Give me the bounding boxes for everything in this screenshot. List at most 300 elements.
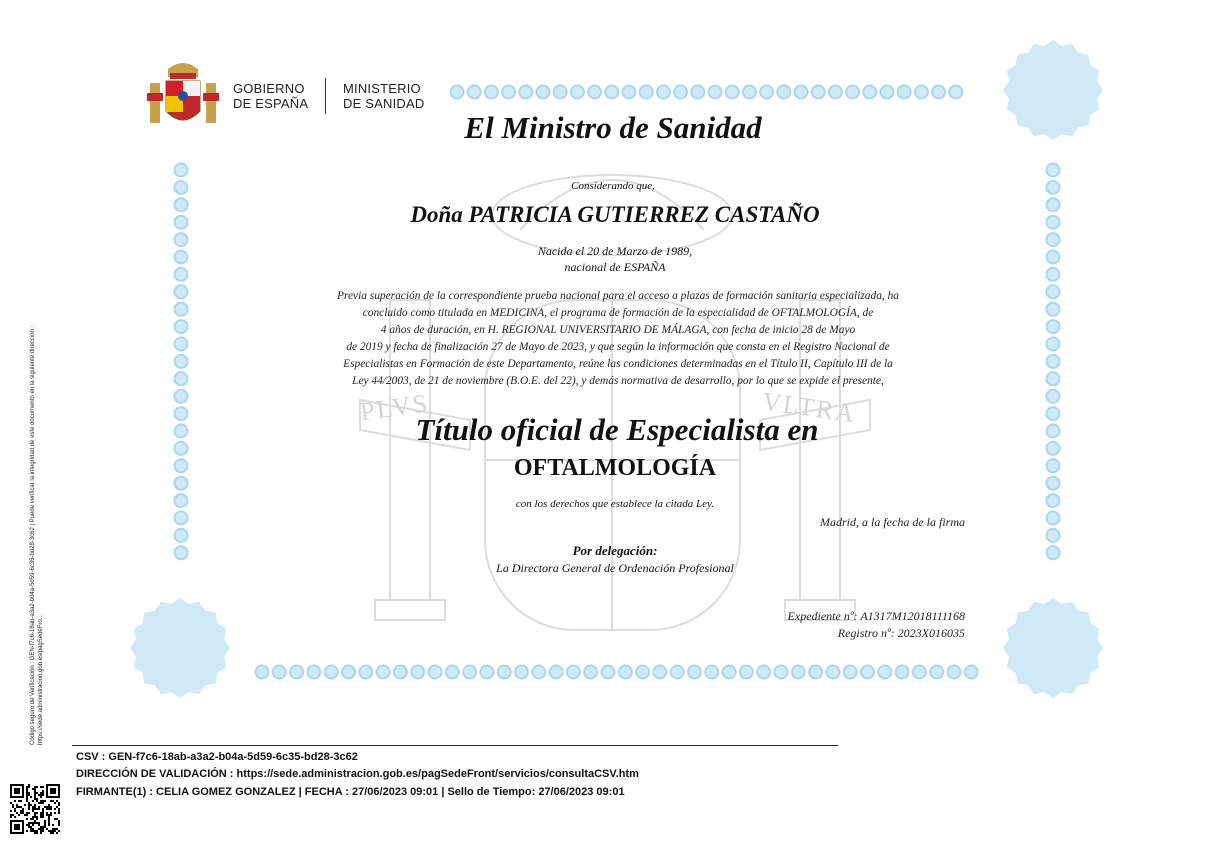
border-dot	[605, 86, 618, 99]
qr-module	[26, 794, 28, 796]
border-dot	[1047, 164, 1060, 177]
qr-module	[30, 818, 32, 820]
qr-module	[52, 824, 54, 826]
qr-module	[56, 800, 58, 802]
qr-module	[54, 818, 56, 820]
qr-module	[34, 788, 36, 790]
border-dot	[915, 86, 928, 99]
footer-validation-url: DIRECCIÓN DE VALIDACIÓN : https://sede.administracion.gob.es/pagSedeFront/servicios/consultaCSV.htm	[76, 768, 639, 780]
qr-module	[32, 808, 34, 810]
qr-module	[26, 786, 28, 788]
expediente-number: Expediente nº: A1317M12018111168	[787, 609, 965, 623]
qr-module	[40, 828, 42, 830]
place-date: Madrid, a la fecha de la firma	[820, 515, 965, 529]
qr-module	[32, 824, 34, 826]
qr-module	[26, 818, 28, 820]
qr-module	[28, 822, 30, 824]
qr-module	[52, 828, 54, 830]
border-dot	[881, 86, 894, 99]
qr-module	[56, 806, 58, 808]
footer-csv: CSV : GEN-f7c6-18ab-a3a2-b04a-5d59-6c35-bd28-3c62	[76, 751, 358, 763]
qr-module	[28, 808, 30, 810]
qr-module	[58, 804, 60, 806]
qr-module	[26, 788, 28, 790]
qr-module	[42, 812, 44, 814]
registro-number: Registro nº: 2023X016035	[837, 626, 965, 640]
qr-module	[42, 816, 44, 818]
qr-module	[50, 814, 52, 816]
border-dot	[325, 666, 338, 679]
qr-module	[34, 806, 36, 808]
qr-finder	[14, 824, 20, 830]
ministry-label	[343, 81, 424, 111]
border-dot	[307, 666, 320, 679]
qr-module	[56, 828, 58, 830]
qr-module	[34, 790, 36, 792]
qr-module	[40, 800, 42, 802]
border-dot	[1047, 390, 1060, 403]
qr-module	[54, 802, 56, 804]
qr-module	[32, 806, 34, 808]
qr-module	[36, 830, 38, 832]
seal-rosette-icon	[1003, 598, 1103, 698]
qr-module	[42, 810, 44, 812]
border-dot	[965, 666, 978, 679]
qr-module	[38, 808, 40, 810]
qr-module	[42, 826, 44, 828]
qr-module	[12, 804, 14, 806]
qr-module	[36, 800, 38, 802]
qr-module	[18, 806, 20, 808]
border-dot	[1047, 303, 1060, 316]
border-dot	[723, 666, 736, 679]
qr-module	[40, 812, 42, 814]
qr-module	[48, 830, 50, 832]
border-dot	[846, 86, 859, 99]
border-dot	[498, 666, 511, 679]
qr-module	[18, 814, 20, 816]
border-dot	[554, 86, 567, 99]
qr-module	[58, 830, 60, 832]
border-dot	[709, 86, 722, 99]
rights-text: con los derechos que establece la citada Ley.	[515, 498, 715, 510]
qr-module	[50, 830, 52, 832]
qr-module	[10, 810, 12, 812]
border-dot	[757, 666, 770, 679]
qr-module	[48, 820, 50, 822]
qr-module	[34, 786, 36, 788]
border-dot	[175, 372, 188, 385]
qr-module	[26, 814, 28, 816]
border-dot	[688, 666, 701, 679]
qr-module	[32, 800, 34, 802]
qr-module	[42, 792, 44, 794]
qr-module	[20, 800, 22, 802]
qr-module	[18, 800, 20, 802]
qr-module	[20, 812, 22, 814]
border-dot	[256, 666, 269, 679]
border-dot	[377, 666, 390, 679]
qr-module	[36, 786, 38, 788]
border-dot	[446, 666, 459, 679]
border-dot	[826, 666, 839, 679]
qr-module	[28, 802, 30, 804]
qr-module	[40, 816, 42, 818]
border-dot	[674, 86, 687, 99]
border-dot	[930, 666, 943, 679]
qr-module	[34, 820, 36, 822]
qr-finder	[14, 788, 20, 794]
border-dot	[1047, 529, 1060, 542]
qr-module	[32, 810, 34, 812]
border-dot	[175, 338, 188, 351]
qr-module	[48, 804, 50, 806]
qr-module	[36, 832, 38, 834]
qr-module	[26, 792, 28, 794]
border-dot	[485, 86, 498, 99]
qr-module	[28, 804, 30, 806]
border-dot	[290, 666, 303, 679]
qr-module	[36, 812, 38, 814]
qr-module	[48, 822, 50, 824]
border-dot	[1047, 320, 1060, 333]
border-dot	[932, 86, 945, 99]
qr-module	[42, 790, 44, 792]
border-dot	[636, 666, 649, 679]
qr-module	[58, 808, 60, 810]
qr-module	[34, 794, 36, 796]
border-dot	[342, 666, 355, 679]
border-dot	[653, 666, 666, 679]
qr-module	[40, 830, 42, 832]
qr-module	[16, 806, 18, 808]
government-line-2: DE ESPAÑA	[233, 96, 309, 111]
border-dot	[515, 666, 528, 679]
qr-module	[42, 786, 44, 788]
qr-module	[22, 810, 24, 812]
border-dot	[359, 666, 372, 679]
qr-module	[14, 810, 16, 812]
border-dot	[671, 666, 684, 679]
border-dot	[619, 666, 632, 679]
border-dot	[777, 86, 790, 99]
border-dot	[480, 666, 493, 679]
qr-module	[32, 788, 34, 790]
qr-module	[42, 808, 44, 810]
border-dot	[878, 666, 891, 679]
birth-line-2: nacional de ESPAÑA	[564, 260, 666, 274]
qr-module	[32, 830, 34, 832]
qr-module	[10, 816, 12, 818]
qr-module	[44, 826, 46, 828]
qr-module	[42, 828, 44, 830]
qr-module	[28, 794, 30, 796]
qr-module	[42, 814, 44, 816]
qr-module	[26, 796, 28, 798]
border-dot	[792, 666, 805, 679]
border-dot	[640, 86, 653, 99]
border-dot	[175, 512, 188, 525]
qr-module	[38, 824, 40, 826]
qr-module	[28, 806, 30, 808]
border-dot	[863, 86, 876, 99]
border-dot	[948, 666, 961, 679]
qr-module	[28, 824, 30, 826]
qr-module	[46, 814, 48, 816]
qr-module	[12, 814, 14, 816]
qr-module	[26, 812, 28, 814]
watermark-motto-right: VLTRA	[760, 386, 858, 429]
border-dot	[567, 666, 580, 679]
border-dot	[429, 666, 442, 679]
watermark-motto-left: PLVS	[358, 388, 431, 427]
qr-module	[14, 808, 16, 810]
qr-module	[38, 794, 40, 796]
border-dot	[463, 666, 476, 679]
qr-module	[52, 830, 54, 832]
qr-module	[10, 814, 12, 816]
qr-module	[30, 830, 32, 832]
degree-title: Título oficial de Especialista en	[415, 412, 819, 447]
border-dot	[812, 86, 825, 99]
ministry-line-1: MINISTERIO	[343, 81, 421, 96]
qr-module	[34, 792, 36, 794]
qr-module	[26, 800, 28, 802]
qr-module	[38, 822, 40, 824]
border-dot	[623, 86, 636, 99]
qr-module	[44, 822, 46, 824]
qr-module	[34, 822, 36, 824]
qr-module	[10, 802, 12, 804]
qr-code-icon	[10, 784, 60, 834]
qr-module	[58, 812, 60, 814]
border-dot	[175, 285, 188, 298]
paragraph-line: de 2019 y fecha de finalización 27 de Mayo de 2023, y que según la información que consta en el Registro Nacional de	[346, 341, 890, 353]
qr-module	[44, 800, 46, 802]
qr-module	[14, 800, 16, 802]
qr-module	[36, 822, 38, 824]
qr-module	[48, 814, 50, 816]
border-dot	[571, 86, 584, 99]
qr-module	[56, 818, 58, 820]
qr-module	[26, 790, 28, 792]
qr-module	[32, 818, 34, 820]
qr-module	[38, 806, 40, 808]
qr-module	[58, 810, 60, 812]
qr-module	[12, 806, 14, 808]
qr-module	[20, 806, 22, 808]
qr-module	[48, 806, 50, 808]
qr-module	[34, 830, 36, 832]
qr-module	[50, 832, 52, 834]
qr-module	[48, 818, 50, 820]
qr-module	[40, 826, 42, 828]
border-dot	[1047, 338, 1060, 351]
border-dot	[896, 666, 909, 679]
qr-module	[40, 814, 42, 816]
qr-module	[22, 812, 24, 814]
qr-module	[58, 802, 60, 804]
border-dot	[795, 86, 808, 99]
qr-module	[30, 822, 32, 824]
qr-module	[36, 792, 38, 794]
border-dot	[537, 86, 550, 99]
qr-module	[32, 816, 34, 818]
qr-module	[40, 802, 42, 804]
qr-module	[24, 804, 26, 806]
border-dot	[532, 666, 545, 679]
qr-module	[34, 804, 36, 806]
border-dot	[740, 666, 753, 679]
border-dot	[809, 666, 822, 679]
border-dot	[468, 86, 481, 99]
header-divider	[325, 78, 326, 114]
qr-module	[40, 792, 42, 794]
qr-module	[26, 824, 28, 826]
qr-module	[42, 800, 44, 802]
qr-module	[42, 830, 44, 832]
qr-module	[58, 820, 60, 822]
border-dot	[760, 86, 773, 99]
footer-divider	[72, 745, 838, 746]
qr-module	[42, 794, 44, 796]
qr-module	[30, 796, 32, 798]
qr-module	[52, 832, 54, 834]
qr-module	[54, 812, 56, 814]
border-dot	[844, 666, 857, 679]
border-dot	[726, 86, 739, 99]
border-dot	[949, 86, 962, 99]
border-dot	[175, 303, 188, 316]
qr-module	[36, 818, 38, 820]
border-dot	[861, 666, 874, 679]
border-dot	[1047, 285, 1060, 298]
border-dot	[175, 355, 188, 368]
qr-module	[36, 798, 38, 800]
qr-module	[16, 804, 18, 806]
qr-module	[38, 802, 40, 804]
qr-module	[54, 808, 56, 810]
qr-module	[28, 826, 30, 828]
qr-module	[44, 806, 46, 808]
qr-module	[50, 806, 52, 808]
footer-signer: FIRMANTE(1) : CELIA GOMEZ GONZALEZ | FECHA : 27/06/2023 09:01 | Sello de Tiempo: 27/06/2023 09:01	[76, 786, 625, 798]
qr-module	[22, 808, 24, 810]
qr-module	[32, 828, 34, 830]
qr-module	[34, 816, 36, 818]
qr-module	[34, 814, 36, 816]
border-dot	[550, 666, 563, 679]
qr-module	[44, 820, 46, 822]
qr-module	[46, 808, 48, 810]
verification-side-url: https://sede.administracion.gob.es/pagSedeFro...	[38, 614, 44, 745]
qr-module	[40, 832, 42, 834]
qr-module	[34, 798, 36, 800]
border-dot	[175, 529, 188, 542]
specialty-name: OFTALMOLOGÍA	[513, 455, 717, 481]
border-dot	[451, 86, 464, 99]
considering-text: Considerando que,	[571, 180, 655, 192]
qr-module	[16, 812, 18, 814]
qr-module	[28, 786, 30, 788]
qr-module	[32, 822, 34, 824]
qr-finder	[50, 788, 56, 794]
border-dot	[705, 666, 718, 679]
border-dot	[175, 390, 188, 403]
border-dot	[602, 666, 615, 679]
border-dot	[411, 666, 424, 679]
recipient-name: Doña PATRICIA GUTIERREZ CASTAÑO	[410, 202, 820, 227]
qr-module	[28, 792, 30, 794]
border-dot	[175, 164, 188, 177]
qr-module	[48, 824, 50, 826]
paragraph-line: Previa superación de la correspondiente prueba nacional para el acceso a plazas de formación sanitaria especializada, ha	[337, 290, 899, 302]
qr-module	[34, 796, 36, 798]
paragraph-line: Especialistas en Formación de este Departamento, reúne las condiciones determinadas en el Título II, Capítulo III de la	[343, 358, 893, 370]
government-line-1: GOBIERNO	[233, 81, 305, 96]
qr-module	[50, 800, 52, 802]
qr-module	[28, 784, 30, 786]
qr-module	[24, 814, 26, 816]
ministry-line-2: DE SANIDAD	[343, 96, 425, 111]
qr-module	[38, 828, 40, 830]
paragraph-line: concluido como titulada en MEDICINA, el programa de formación de la especialidad de OFTALMOLOGÍA, de	[362, 307, 874, 319]
border-dot	[913, 666, 926, 679]
qr-module	[48, 808, 50, 810]
qr-module	[54, 828, 56, 830]
qr-module	[40, 794, 42, 796]
qr-module	[46, 812, 48, 814]
border-dot	[1047, 372, 1060, 385]
border-dot	[898, 86, 911, 99]
certificate-paragraph	[326, 288, 910, 390]
delegation-label: Por delegación:	[572, 543, 658, 558]
qr-module	[50, 808, 52, 810]
birth-line-1: Nacida el 20 de Marzo de 1989,	[537, 244, 693, 258]
qr-module	[42, 802, 44, 804]
border-dot	[519, 86, 532, 99]
qr-module	[44, 824, 46, 826]
qr-module	[54, 830, 56, 832]
qr-module	[46, 806, 48, 808]
qr-module	[36, 816, 38, 818]
qr-module	[40, 786, 42, 788]
paragraph-line: Ley 44/2003, de 21 de noviembre (B.O.E. del 22), y demás normativa de desarrollo, por lo que se expide el presente,	[352, 375, 884, 387]
border-dot	[273, 666, 286, 679]
qr-module	[40, 796, 42, 798]
border-dot	[588, 86, 601, 99]
qr-module	[26, 798, 28, 800]
qr-module	[46, 828, 48, 830]
qr-module	[52, 800, 54, 802]
border-dot	[829, 86, 842, 99]
border-dot	[1047, 512, 1060, 525]
certificate-heading: El Ministro de Sanidad	[464, 110, 762, 145]
delegation-name: La Directora General de Ordenación Profesional	[496, 561, 734, 575]
verification-side-note: Código seguro de Verificación : GEN-f7c6-18ab-a3a2-b04a-5d59-6c35-bd28-3c62 | Puede verificar la integridad de este documento en la siguiente dirección :	[30, 325, 36, 745]
border-dot	[657, 86, 670, 99]
border-dot	[743, 86, 756, 99]
border-dot	[1047, 355, 1060, 368]
qr-module	[50, 812, 52, 814]
qr-module	[56, 832, 58, 834]
qr-module	[20, 810, 22, 812]
qr-module	[30, 826, 32, 828]
border-dot	[502, 86, 515, 99]
border-dot	[394, 666, 407, 679]
qr-module	[14, 816, 16, 818]
border-dot	[691, 86, 704, 99]
